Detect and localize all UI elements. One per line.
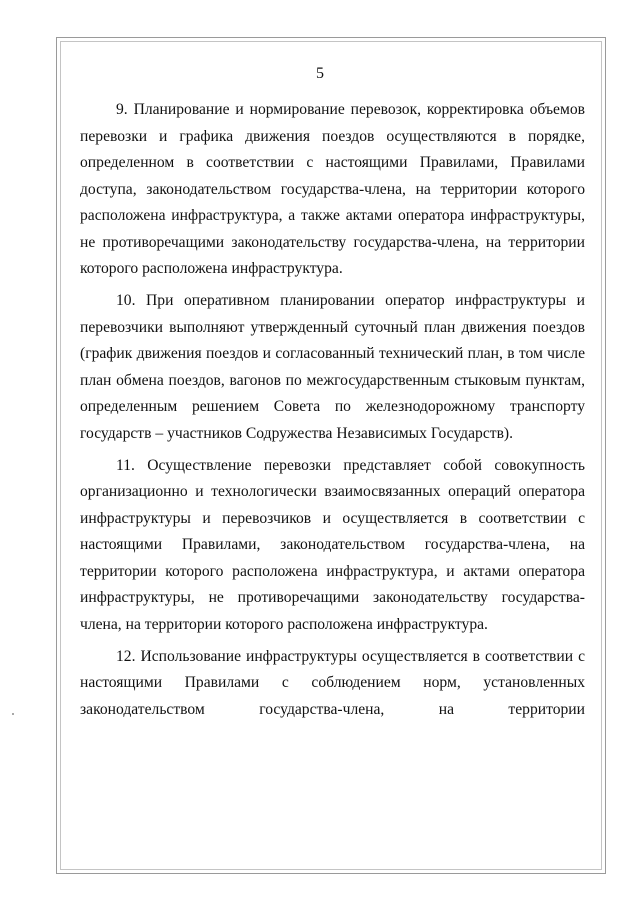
paragraph-12: 12. Использование инфраструктуры осуществляется в соответствии с настоящими Правилами с соблюдением норм, установленных законодательством государства-члена, на территории	[80, 647, 585, 718]
paragraph-10: 10. При оперативном планировании оператор инфраструктуры и перевозчики выполняют утвержденный суточный план движения поездов (график движения поездов и согласованный технический план, в том числе план обмена поездов, вагонов по межгосударственным стыковым пунктам, определенным решением Совета по железнодорожному транспорту государств – участников Содружества Независимых Государств).	[80, 292, 585, 442]
paragraph-11: 11. Осуществление перевозки представляет собой совокупность организационно и технологически взаимосвязанных операций оператора инфраструктуры и перевозчиков и осуществляется в соответствии с настоящими Правилами, законодательством государства-члена, на территории которого расположена инфраструктура, и актами оператора инфраструктуры, не противоречащими законодательству государства-члена, на территории которого расположена инфраструктура.	[80, 456, 585, 633]
document-body	[80, 97, 585, 729]
page-number: 5	[316, 65, 324, 82]
paragraph-9: 9. Планирование и нормирование перевозок, корректировка объемов перевозки и графика движения поездов осуществляются в порядке, определенном в соответствии с настоящими Правилами, Правилами доступа, законодательством государства-члена, на территории которого расположена инфраструктура, а также актами оператора инфраструктуры, не противоречащими законодательству государства-члена, на территории которого расположена инфраструктура.	[80, 101, 585, 277]
scan-speck	[12, 713, 14, 715]
